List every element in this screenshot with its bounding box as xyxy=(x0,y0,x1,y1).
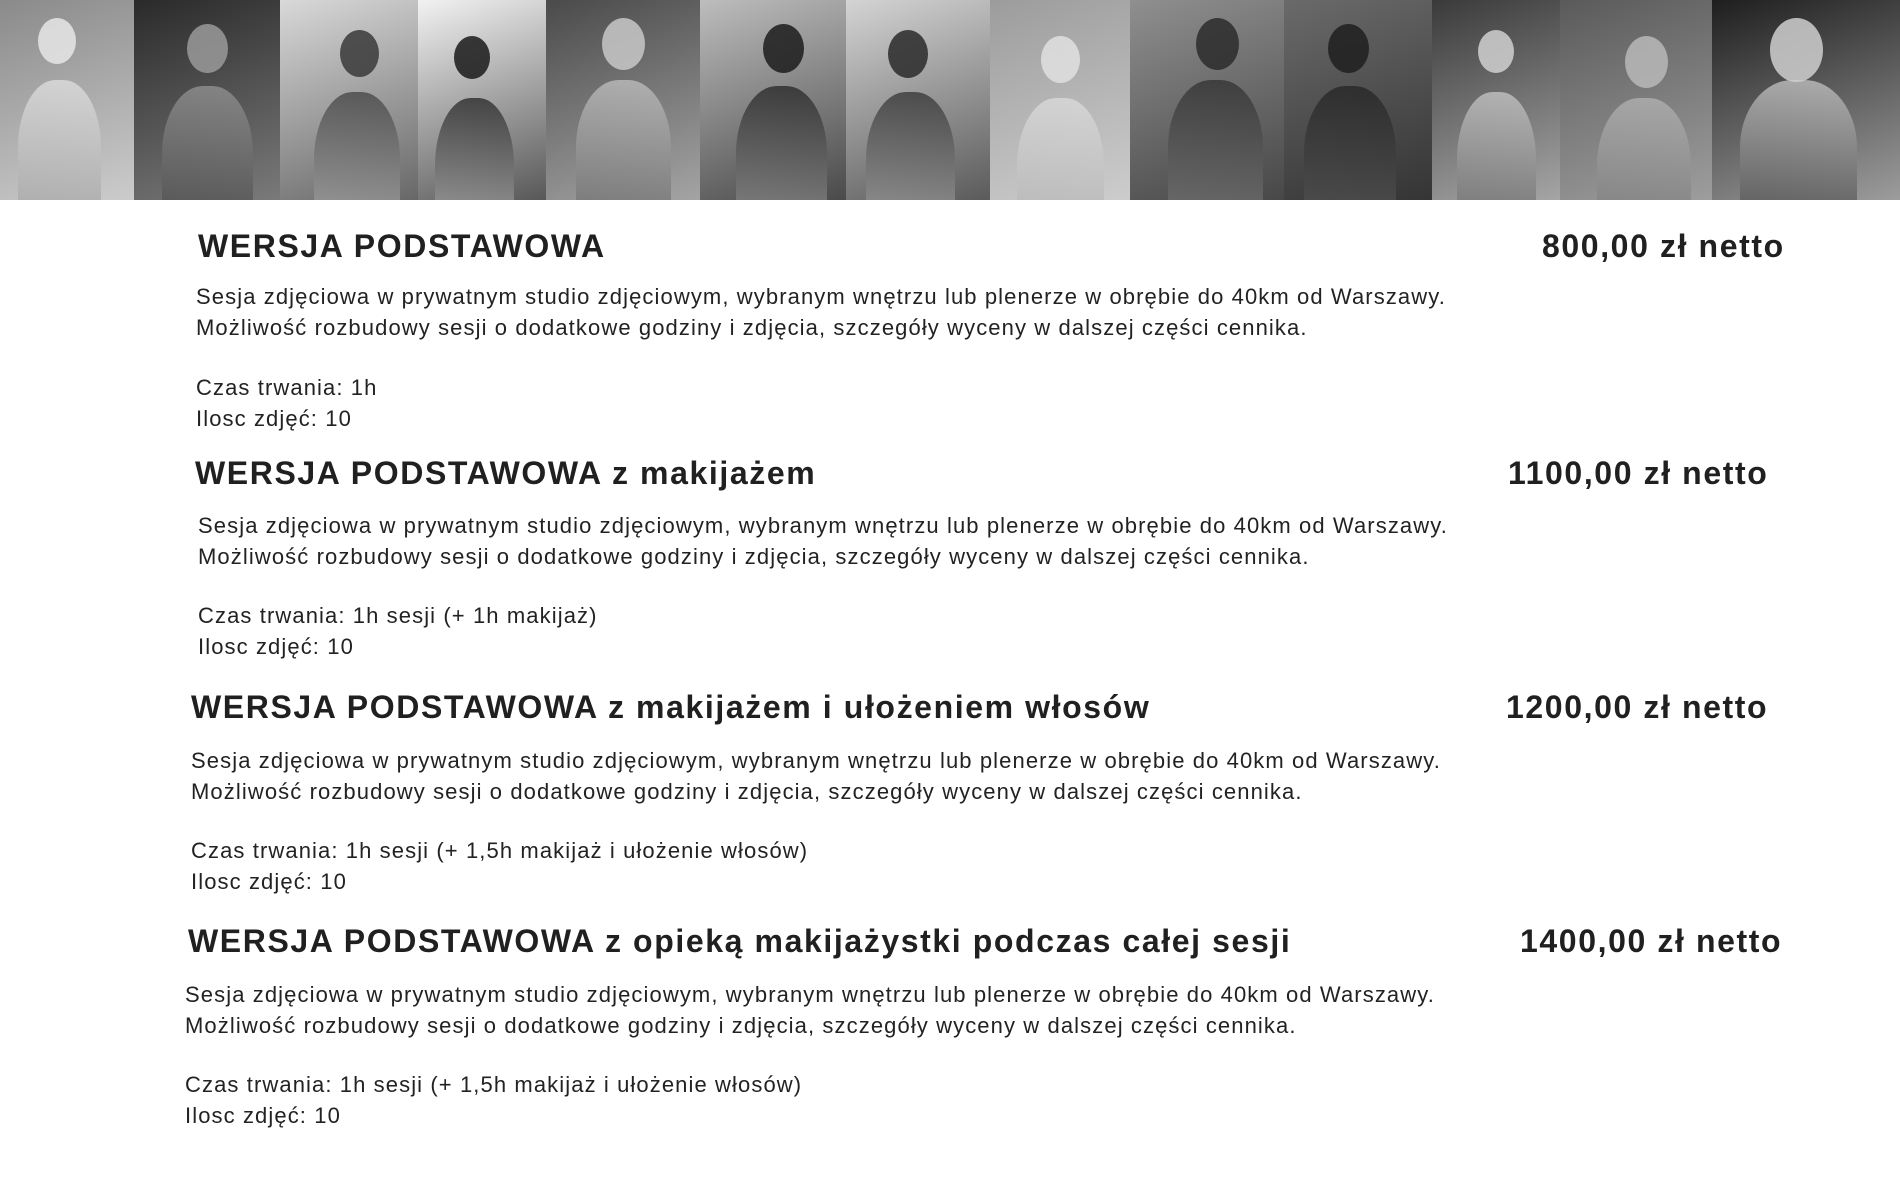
photo-dancer-dress xyxy=(0,0,134,200)
figure-head-shape xyxy=(602,18,645,70)
figure-head-shape xyxy=(340,30,379,77)
figure-head-shape xyxy=(1041,36,1080,83)
figure-head-shape xyxy=(38,18,76,64)
figure-head-shape xyxy=(454,36,490,79)
package-2-price: 1100,00 zł netto xyxy=(1508,455,1769,491)
package-3-photo-count: Ilosc zdjęć: 10 xyxy=(191,869,347,894)
photo-road-car xyxy=(1130,0,1284,200)
package-2-description xyxy=(198,510,1448,572)
photo-woman-profile xyxy=(846,0,990,200)
package-4-description-line-2: Możliwość rozbudowy sesji o dodatkowe godziny i zdjęcia, szczegóły wyceny w dalszej części cennika. xyxy=(185,1013,1297,1038)
photo-woman-jewelry xyxy=(1432,0,1560,200)
package-1-price: 800,00 zł netto xyxy=(1542,228,1785,264)
figure-body-shape xyxy=(1304,86,1396,200)
figure-body-shape xyxy=(1457,92,1536,200)
package-2-details xyxy=(198,600,598,662)
package-4-photo-count: Ilosc zdjęć: 10 xyxy=(185,1103,341,1128)
figure-body-shape xyxy=(18,80,101,200)
package-1-description xyxy=(196,281,1446,343)
package-3-description-line-2: Możliwość rozbudowy sesji o dodatkowe godziny i zdjęcia, szczegóły wyceny w dalszej części cennika. xyxy=(191,779,1303,804)
package-1-details xyxy=(196,372,377,434)
figure-body-shape xyxy=(162,86,253,200)
package-1-duration: Czas trwania: 1h xyxy=(196,375,378,400)
figure-head-shape xyxy=(1625,36,1668,88)
package-2-duration: Czas trwania: 1h sesji (+ 1h makijaż) xyxy=(198,603,598,628)
photo-family-baby xyxy=(990,0,1130,200)
figure-body-shape xyxy=(576,80,671,200)
photo-cafe-man xyxy=(1284,0,1432,200)
photo-jumping-dancer xyxy=(418,0,546,200)
package-1-photo-count: Ilosc zdjęć: 10 xyxy=(196,406,352,431)
package-2-title: WERSJA PODSTAWOWA z makijażem xyxy=(195,455,817,491)
figure-head-shape xyxy=(1328,24,1369,73)
package-4-description xyxy=(185,979,1435,1041)
figure-head-shape xyxy=(187,24,228,73)
figure-body-shape xyxy=(1168,80,1263,200)
package-2-photo-count: Ilosc zdjęć: 10 xyxy=(198,634,354,659)
package-2-description-line-2: Możliwość rozbudowy sesji o dodatkowe godziny i zdjęcia, szczegóły wyceny w dalszej części cennika. xyxy=(198,544,1310,569)
figure-head-shape xyxy=(888,30,928,78)
package-3-price: 1200,00 zł netto xyxy=(1506,689,1769,725)
figure-body-shape xyxy=(314,92,400,200)
package-1-title: WERSJA PODSTAWOWA xyxy=(198,228,606,264)
figure-head-shape xyxy=(1196,18,1239,70)
figure-head-shape xyxy=(1770,18,1823,82)
package-4-duration: Czas trwania: 1h sesji (+ 1,5h makijaż i ułożenie włosów) xyxy=(185,1072,803,1097)
package-3-details xyxy=(191,835,808,897)
package-3-duration: Czas trwania: 1h sesji (+ 1,5h makijaż i ułożenie włosów) xyxy=(191,838,809,863)
figure-body-shape xyxy=(866,92,955,200)
package-3-description xyxy=(191,745,1441,807)
package-4-description-line-1: Sesja zdjęciowa w prywatnym studio zdjęciowym, wybranym wnętrzu lub plenerze w obrębie do 40km od Warszawy. xyxy=(185,982,1435,1007)
photo-family-child xyxy=(280,0,418,200)
photo-woman-face xyxy=(1712,0,1900,200)
package-4-price: 1400,00 zł netto xyxy=(1520,923,1783,959)
photo-woman-pose xyxy=(700,0,846,200)
photo-banner xyxy=(0,0,1900,200)
figure-head-shape xyxy=(1478,30,1514,73)
package-1-description-line-2: Możliwość rozbudowy sesji o dodatkowe godziny i zdjęcia, szczegóły wyceny w dalszej części cennika. xyxy=(196,315,1308,340)
package-4-title: WERSJA PODSTAWOWA z opieką makijażystki podczas całej sesji xyxy=(188,923,1292,959)
package-4-details xyxy=(185,1069,802,1131)
figure-body-shape xyxy=(736,86,827,200)
figure-head-shape xyxy=(763,24,804,73)
figure-body-shape xyxy=(435,98,514,200)
figure-body-shape xyxy=(1017,98,1104,200)
figure-body-shape xyxy=(1597,98,1691,200)
package-2-description-line-1: Sesja zdjęciowa w prywatnym studio zdjęciowym, wybranym wnętrzu lub plenerze w obrębie do 40km od Warszawy. xyxy=(198,513,1448,538)
package-1-description-line-1: Sesja zdjęciowa w prywatnym studio zdjęciowym, wybranym wnętrzu lub plenerze w obrębie do 40km od Warszawy. xyxy=(196,284,1446,309)
figure-body-shape xyxy=(1740,80,1857,200)
photo-man-portrait xyxy=(546,0,700,200)
photo-man-hair xyxy=(134,0,280,200)
package-3-description-line-1: Sesja zdjęciowa w prywatnym studio zdjęciowym, wybranym wnętrzu lub plenerze w obrębie do 40km od Warszawy. xyxy=(191,748,1441,773)
package-3-title: WERSJA PODSTAWOWA z makijażem i ułożeniem włosów xyxy=(191,689,1151,725)
photo-couple-kiss xyxy=(1560,0,1712,200)
